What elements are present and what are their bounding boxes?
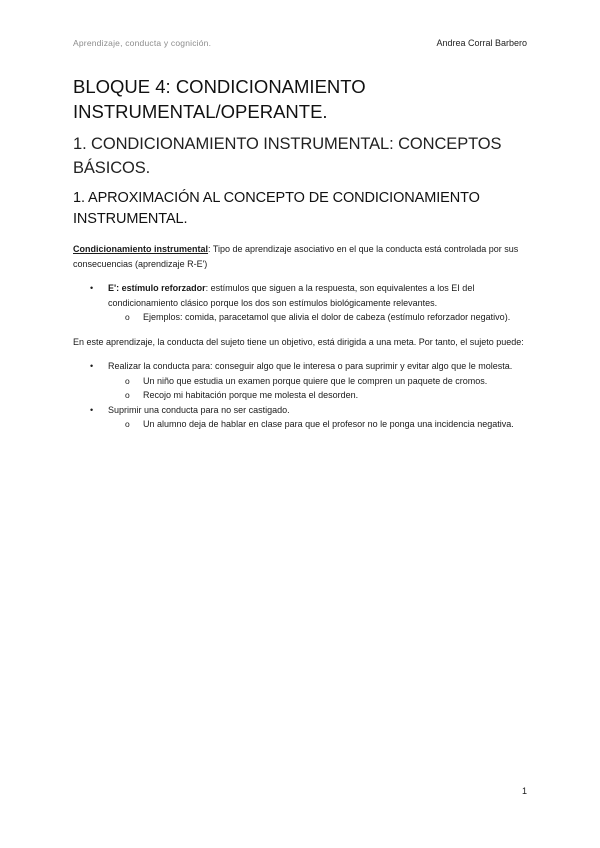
section-title: 1. CONDICIONAMIENTO INSTRUMENTAL: CONCEPTOS BÁSICOS.: [73, 135, 502, 177]
list-item: [108, 417, 529, 432]
reinforcer-example: Ejemplos: comida, paracetamol que alivia el dolor de cabeza (estímulo reforzador negativo).: [143, 312, 511, 322]
list-item-text: Un niño que estudia un examen porque quiere que le compren un paquete de cromos.: [143, 375, 488, 386]
list-item: [108, 388, 529, 403]
bullet-icon: •: [90, 404, 94, 415]
sub-bullet-icon: o: [125, 419, 130, 429]
definition-term: Condicionamiento instrumental: [73, 244, 209, 254]
list-item-text: Recojo mi habitación porque me molesta el desorden.: [143, 390, 359, 400]
definition-paragraph: [73, 242, 529, 271]
reinforcer-term: E': estímulo reforzador: [108, 283, 206, 293]
reinforcer-list: [73, 281, 529, 325]
list-item-text: Un alumno deja de hablar en clase para que el profesor no le ponga una incidencia negativa.: [143, 419, 514, 429]
sub-bullet-icon: o: [125, 390, 130, 400]
subsection-title: 1. APROXIMACIÓN AL CONCEPTO DE CONDICIONAMIENTO INSTRUMENTAL.: [73, 190, 480, 227]
list-item: [108, 374, 529, 389]
sub-bullet-icon: o: [125, 375, 130, 386]
list-item-text: Realizar la conducta para: conseguir algo que le interesa o para suprimir y evitar algo que le molesta.: [108, 361, 513, 371]
reinforcer-text: : estímulos que siguen a la respuesta, son equivalentes a los EI del condicionamiento clásico porque los dos son estímulos biológicamente relevantes.: [108, 283, 475, 308]
block-title: BLOQUE 4: CONDICIONAMIENTO INSTRUMENTAL/OPERANTE.: [73, 76, 366, 122]
bullet-icon: •: [90, 283, 94, 293]
definition-text: : Tipo de aprendizaje asociativo en el que la conducta está controlada por sus consecuencias (aprendizaje R-E'): [73, 244, 519, 269]
behavior-sublist: [108, 417, 529, 432]
page-number: 1: [521, 786, 527, 796]
list-item: [73, 281, 529, 325]
sub-bullet-icon: o: [125, 312, 130, 322]
page-content: [73, 74, 529, 442]
list-item: [108, 310, 529, 325]
behavior-list: [73, 359, 529, 432]
header-course-title: Aprendizaje, conducta y cognición.: [73, 38, 212, 48]
behavior-sublist: [108, 374, 529, 403]
list-item-text: Suprimir una conducta para no ser castigado.: [108, 404, 290, 415]
bullet-icon: •: [90, 361, 94, 371]
goal-paragraph: En este aprendizaje, la conducta del sujeto tiene un objetivo, está dirigida a una meta. Por tanto, el sujeto puede:: [73, 336, 524, 347]
header-author: Andrea Corral Barbero: [436, 38, 527, 48]
list-item: [73, 359, 529, 403]
list-item: [73, 403, 529, 432]
reinforcer-sublist: [108, 310, 529, 325]
